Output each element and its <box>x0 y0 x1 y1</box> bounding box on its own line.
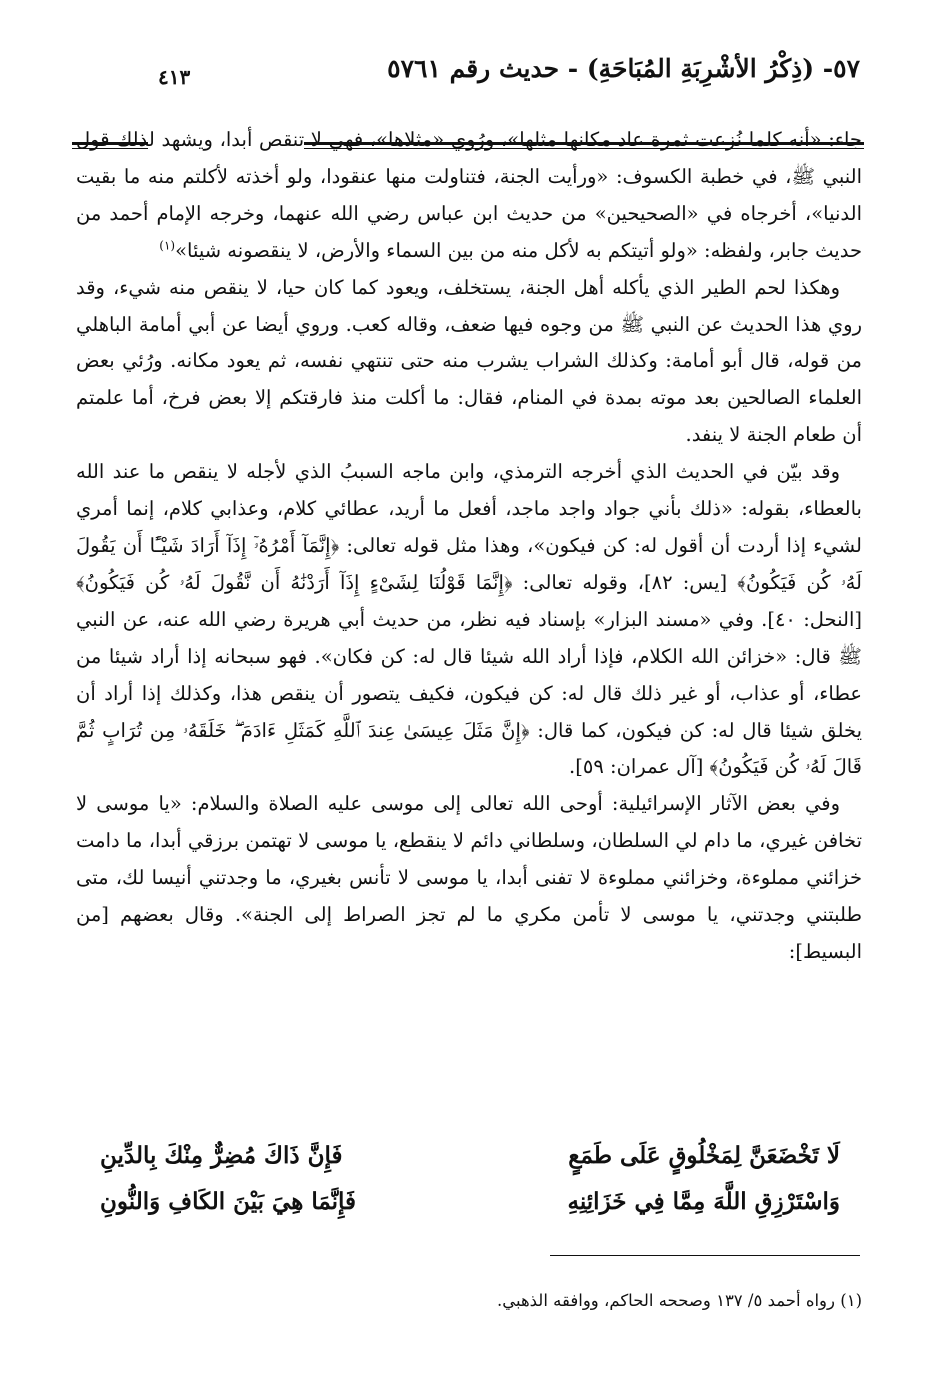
paragraph: وقد بيّن في الحديث الذي أخرجه الترمذي، وابن ماجه السببُ الذي لأجله لا ينقص ما عند الله بالعطاء، بقوله: «ذلك بأني جواد واجد ماجد، أفعل ما أريد، عطائي كلام، وعذابي كلام، إنما أمري لشيء إذا أردت أن أقول له: كن فيكون»، وهذا مثل قوله تعالى: ﴿إِنَّمَآ أَمْرُهُۥٓ إِذَآ أَرَادَ شَيْـًٔا أَن يَقُولَ لَهُۥ كُن فَيَكُونُ﴾ [يس: ٨٢]، وقوله تعالى: ﴿إِنَّمَا قَوْلُنَا لِشَىْءٍ إِذَآ أَرَدْنَٰهُ أَن نَّقُولَ لَهُۥ كُن فَيَكُونُ﴾ [النحل: ٤٠]. وفي «مسند البزار» بإسناد فيه نظر، من حديث أبي هريرة رضي الله عنه، عن النبي ﷺ قال: «خزائن الله الكلام، فإذا أراد الله شيئا قال له: كن فكان». فهو سبحانه إذا أراد شيئا من عطاء، أو عذاب، أو غير ذلك قال له: كن فيكون، فكيف يتصور أن ينقص هذا، وكذلك إذا أراد أن يخلق شيئا قال له: كن فيكون، كما قال: ﴿إِنَّ مَثَلَ عِيسَىٰ عِندَ ٱللَّهِ كَمَثَلِ ءَادَمَ ۖ خَلَقَهُۥ مِن تُرَابٍ ثُمَّ قَالَ لَهُۥ كُن فَيَكُونُ﴾ [آل عمران: ٥٩]. <box>76 460 862 779</box>
main-text <box>76 122 862 971</box>
poem-first-hemistich: وَاسْتَرْزِقِ اللَّهَ مِمَّا فِي خَزَائِنِهِ <box>567 1188 840 1215</box>
footnote: (١) رواه أحمد ٥/ ١٣٧ وصححه الحاكم، ووافقه الذهبي. <box>496 1291 862 1310</box>
footnote-divider <box>550 1255 860 1256</box>
poem-first-hemistich: لَا تَخْضَعَنَّ لِمَخْلُوقٍ عَلَى طَمَعٍ <box>568 1142 840 1169</box>
poem-second-hemistich: فَإِنَّ ذَاكَ مُضِرٌّ مِنْكَ بِالدِّينِ <box>100 1142 343 1169</box>
paragraph: وفي بعض الآثار الإسرائيلية: أوحى الله تعالى إلى موسى عليه الصلاة والسلام: «يا موسى لا تخافن غيري، ما دام لي السلطان، وسلطاني دائم لا ينقطع، يا موسى لا تهتمن برزقي أبدا، ما دامت خزائني مملوءة، وخزائني مملوءة لا تفنى أبدا، يا موسى لا تأنس بغيري، ما وجدتني أنيسا لك، متى طلبتني وجدتني، يا موسى لا تأمن مكري ما لم تجز الصراط إلى الجنة». وقال بعضهم [من البسيط]: <box>76 792 862 963</box>
page-header <box>72 52 860 102</box>
chapter-title: ٥٧- (ذِكْرُ الأشْرِبَةِ المُبَاحَةِ) - حديث رقم ٥٧٦١ <box>387 54 860 83</box>
page-number: ٤١٣ <box>158 65 191 89</box>
paragraph <box>76 122 862 270</box>
poem-second-hemistich: فَإِنَّمَا هِيَ بَيْنَ الكَافِ وَالنُّونِ <box>100 1188 357 1215</box>
paragraph: وهكذا لحم الطير الذي يأكله أهل الجنة، يستخلف، ويعود كما كان حيا، لا ينقص منه شيء، وقد روي هذا الحديث عن النبي ﷺ من وجوه فيها ضعف، وقاله كعب. وروي أيضا عن أبي أمامة الباهلي من قوله، قال أبو أمامة: وكذلك الشراب يشرب منه حتى تنتهي نفسه، ثم يعود مكانه. ورُئي بعض العلماء الصالحين بعد موته بمدة في المنام، فقال: ما أكلت منذ فارقتكم إلا بعض فرخ، أما علمتم أن طعام الجنة لا ينفد. <box>76 275 862 447</box>
paragraph-text: جاء: «أنه كلما نُزعت ثمرة عاد مكانها مثلها»، ورُوي «مثلاها»، فهي لا تنقص أبدا، ويشهد لذلك قول النبي ﷺ، في خطبة الكسوف: «ورأيت الجنة، فتناولت منها عنقودا، ولو أخذته لأكلتم منه ما بقيت الدنيا»، أخرجاه في «الصحيحين» من حديث ابن عباس رضي الله عنهما، وخرجه الإمام أحمد من حديث جابر، ولفظه: «ولو أتيتكم به لأكل منه من بين السماء والأرض، لا ينقصونه شيئا» <box>76 128 862 262</box>
footnote-reference: (١) <box>159 238 176 253</box>
